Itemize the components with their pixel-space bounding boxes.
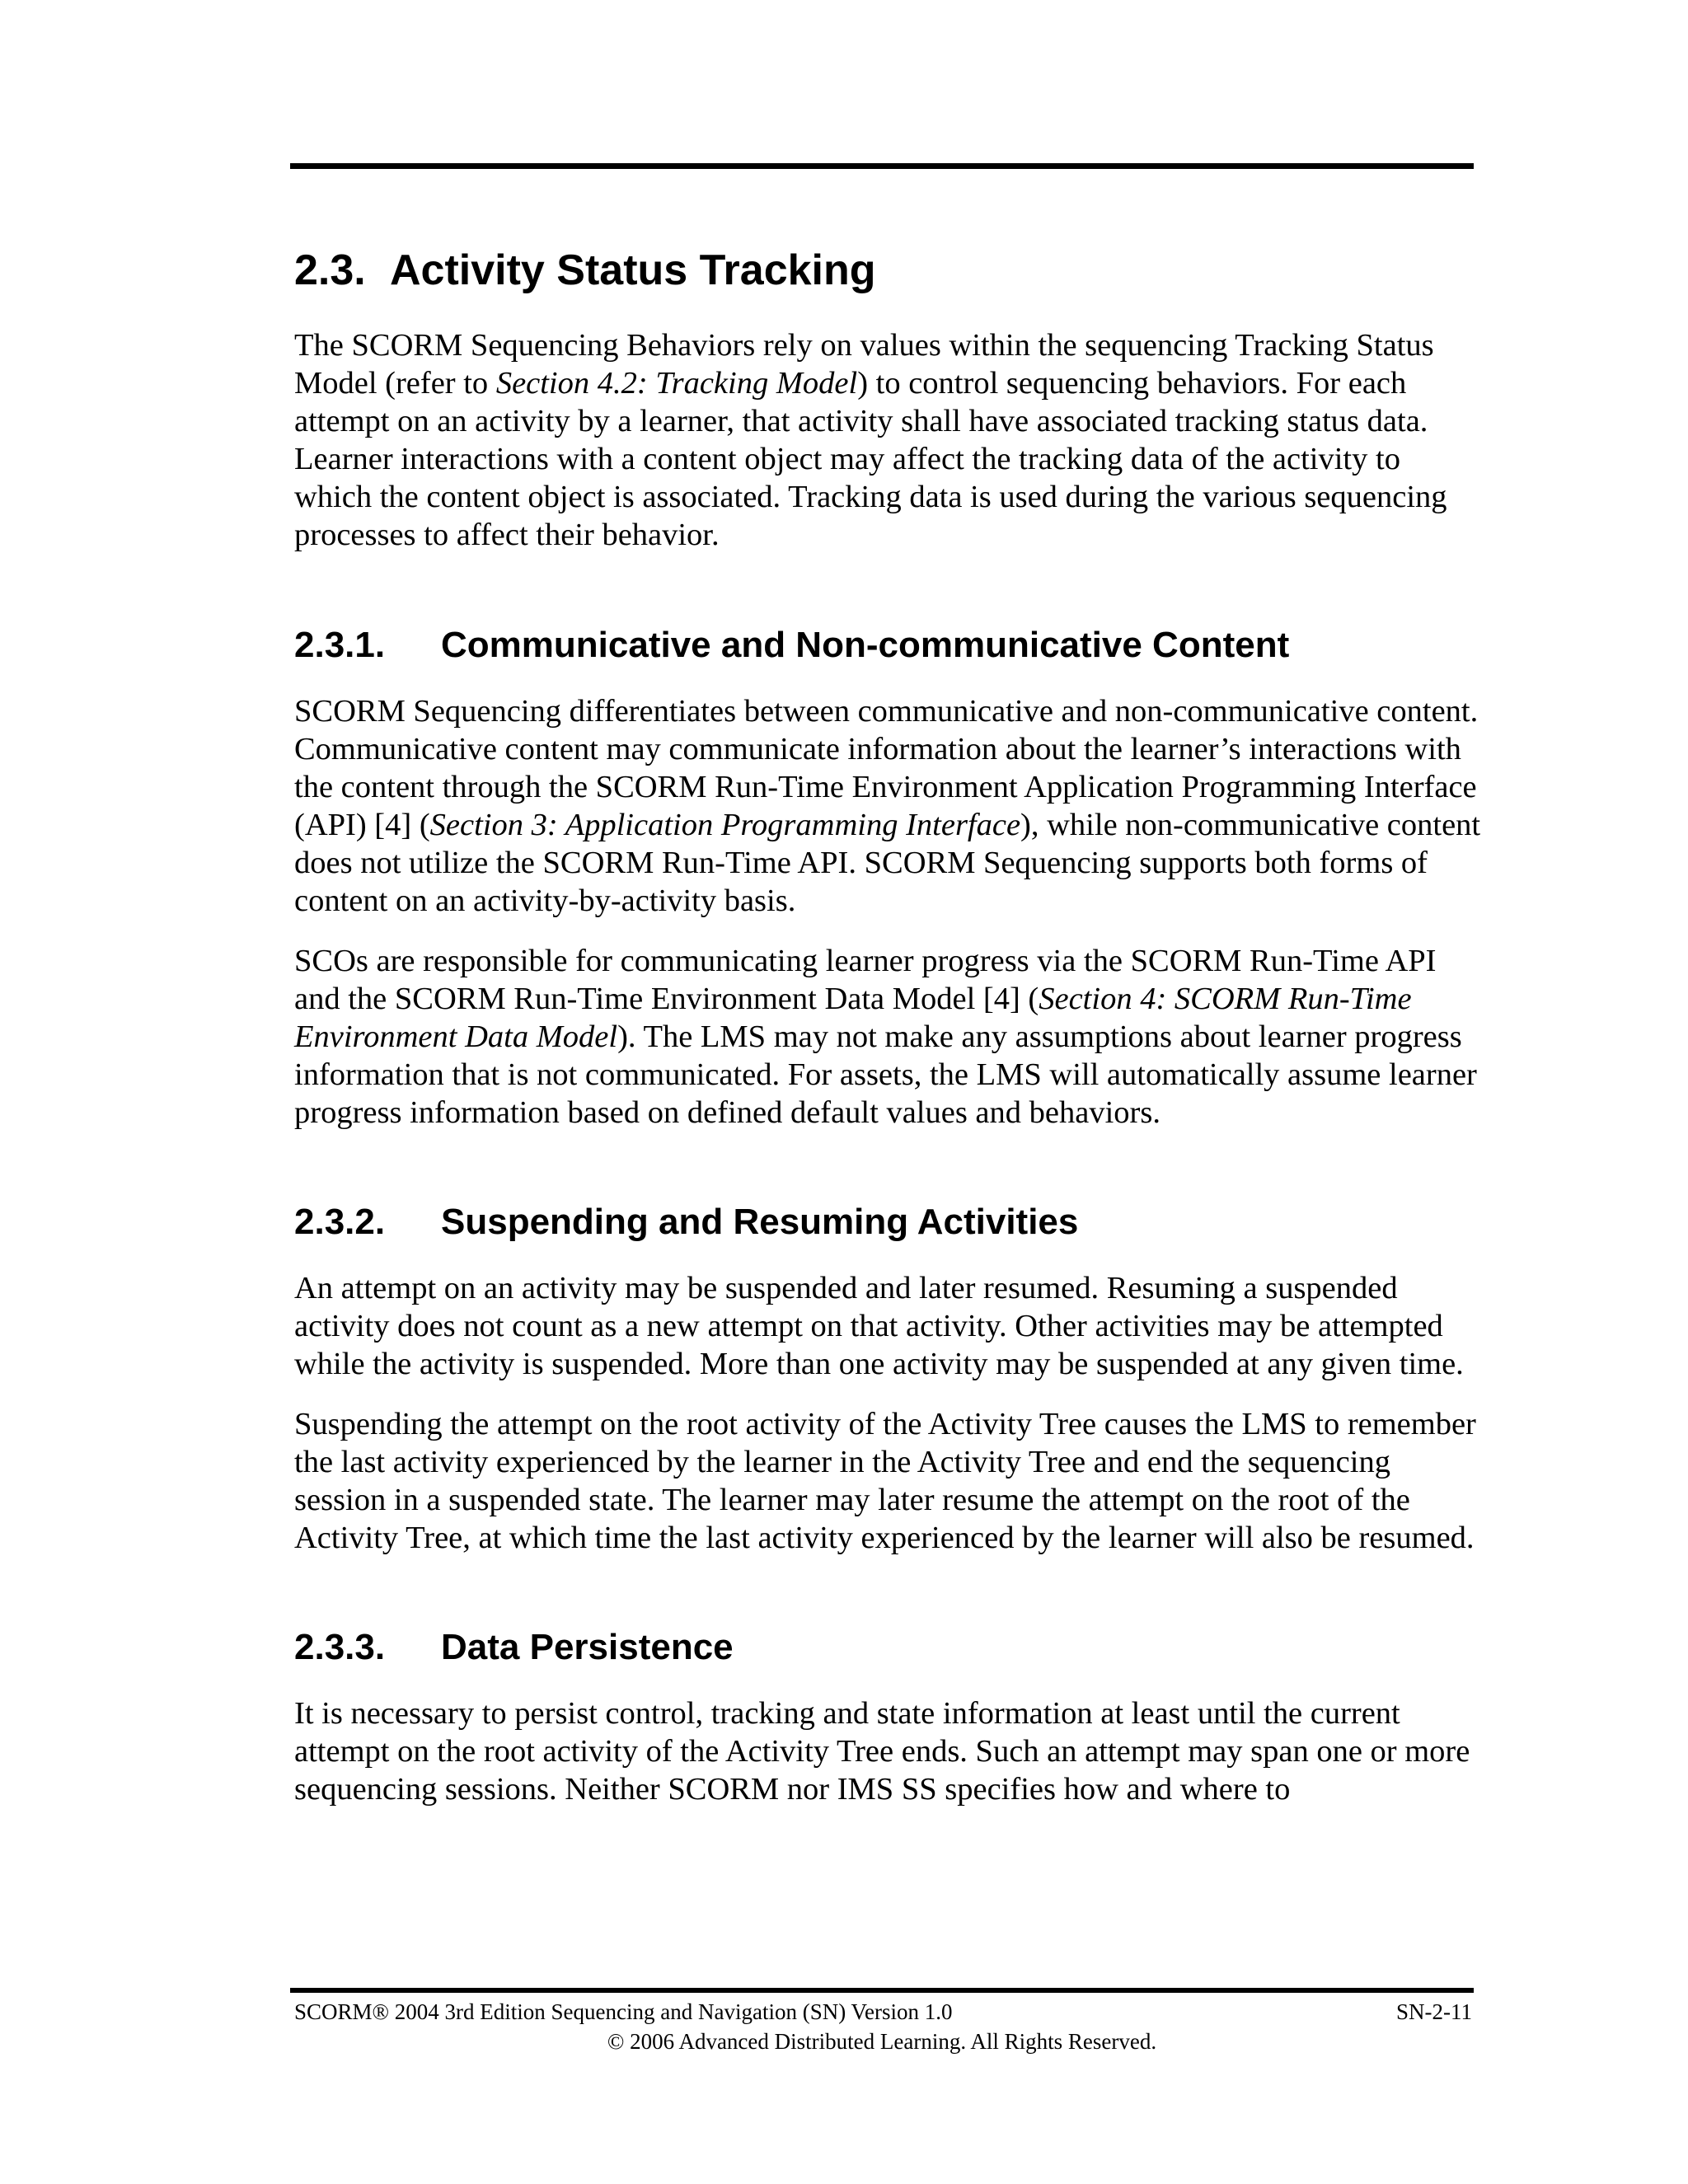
section-reference: Section 3: Application Programming Interface (429, 808, 1021, 842)
paragraph: Suspending the attempt on the root activity of the Activity Tree causes the LMS to remember the last activity experienced by the learner in the Activity Tree and end the sequencing session in a suspended state. The learner may later resume the attempt on the root of the Activity Tree, at which time the last activity experienced by the learner will also be resumed. (294, 1407, 1476, 1555)
section-paragraph (294, 326, 1481, 554)
page-body (294, 244, 1481, 1808)
text-run: ). The LMS may not make any assumptions about learner progress information that is not communicated. For assets, the LMS will automatically assume learner progress information based on defined default values and behaviors. (294, 1019, 1477, 1130)
subsection-number: 2.3.1. (294, 625, 386, 665)
paragraph (294, 692, 1481, 920)
section-number: 2.3. (294, 246, 366, 294)
section-reference: Section 4: SCORM Run-Time Environment Data Model (294, 982, 1412, 1054)
section-title: Activity Status Tracking (390, 246, 876, 294)
section-heading (294, 244, 1481, 297)
text-run: SCOs are responsible for communicating learner progress via the SCORM Run-Time API and the SCORM Run-Time Environment Data Model [4] ( (294, 944, 1437, 1016)
paragraph (294, 942, 1481, 1132)
subsection-number: 2.3.3. (294, 1627, 386, 1667)
subsection-title: Data Persistence (441, 1627, 734, 1667)
subsection-heading-2-3-2 (294, 1199, 1481, 1245)
subsection-heading-2-3-3 (294, 1624, 1481, 1671)
footer-copyright: © 2006 Advanced Distributed Learning. All Rights Reserved. (607, 2029, 1157, 2054)
text-run: ) to control sequencing behaviors. For each attempt on an activity by a learner, that activity shall have associated tracking status data. Learner interactions with a content object may affect the tracking data of the activity to which the content object is associated. Tracking data is used during the various sequencing processes to affect their behavior. (294, 366, 1447, 552)
paragraph: It is necessary to persist control, tracking and state information at least until the current attempt on the root activity of the Activity Tree ends. Such an attempt may span one or more sequencing sessions. Neither SCORM nor IMS SS specifies how and where to (294, 1696, 1470, 1807)
text-run: The SCORM Sequencing Behaviors rely on values within the sequencing Tracking Status Model (refer to (294, 328, 1434, 401)
paragraph: An attempt on an activity may be suspended and later resumed. Resuming a suspended activity does not count as a new attempt on that activity. Other activities may be attempted while the activity is suspended. More than one activity may be suspended at any given time. (294, 1271, 1464, 1381)
footer-rule (290, 1988, 1474, 1993)
footer-page-number: SN-2-11 (1396, 1999, 1472, 2024)
text-run: ), while non-communicative content does not utilize the SCORM Run-Time API. SCORM Sequencing supports both forms of content on an activity-by-activity basis. (294, 808, 1481, 918)
subsection-number: 2.3.2. (294, 1202, 386, 1242)
subsection-title: Suspending and Resuming Activities (441, 1202, 1079, 1242)
section-reference: Section 4.2: Tracking Model (495, 366, 858, 401)
subsection-heading-2-3-1 (294, 622, 1481, 668)
header-rule (290, 163, 1474, 169)
subsection-title: Communicative and Non-communicative Content (441, 625, 1290, 665)
footer-document-title: SCORM® 2004 3rd Edition Sequencing and Navigation (SN) Version 1.0 (294, 1999, 953, 2024)
text-run: SCORM Sequencing differentiates between communicative and non-communicative content. Communicative content may communicate information about the learner’s interactions with the content through the SCORM Run-Time Environment Application Programming Interface (API) [4] ( (294, 694, 1479, 842)
